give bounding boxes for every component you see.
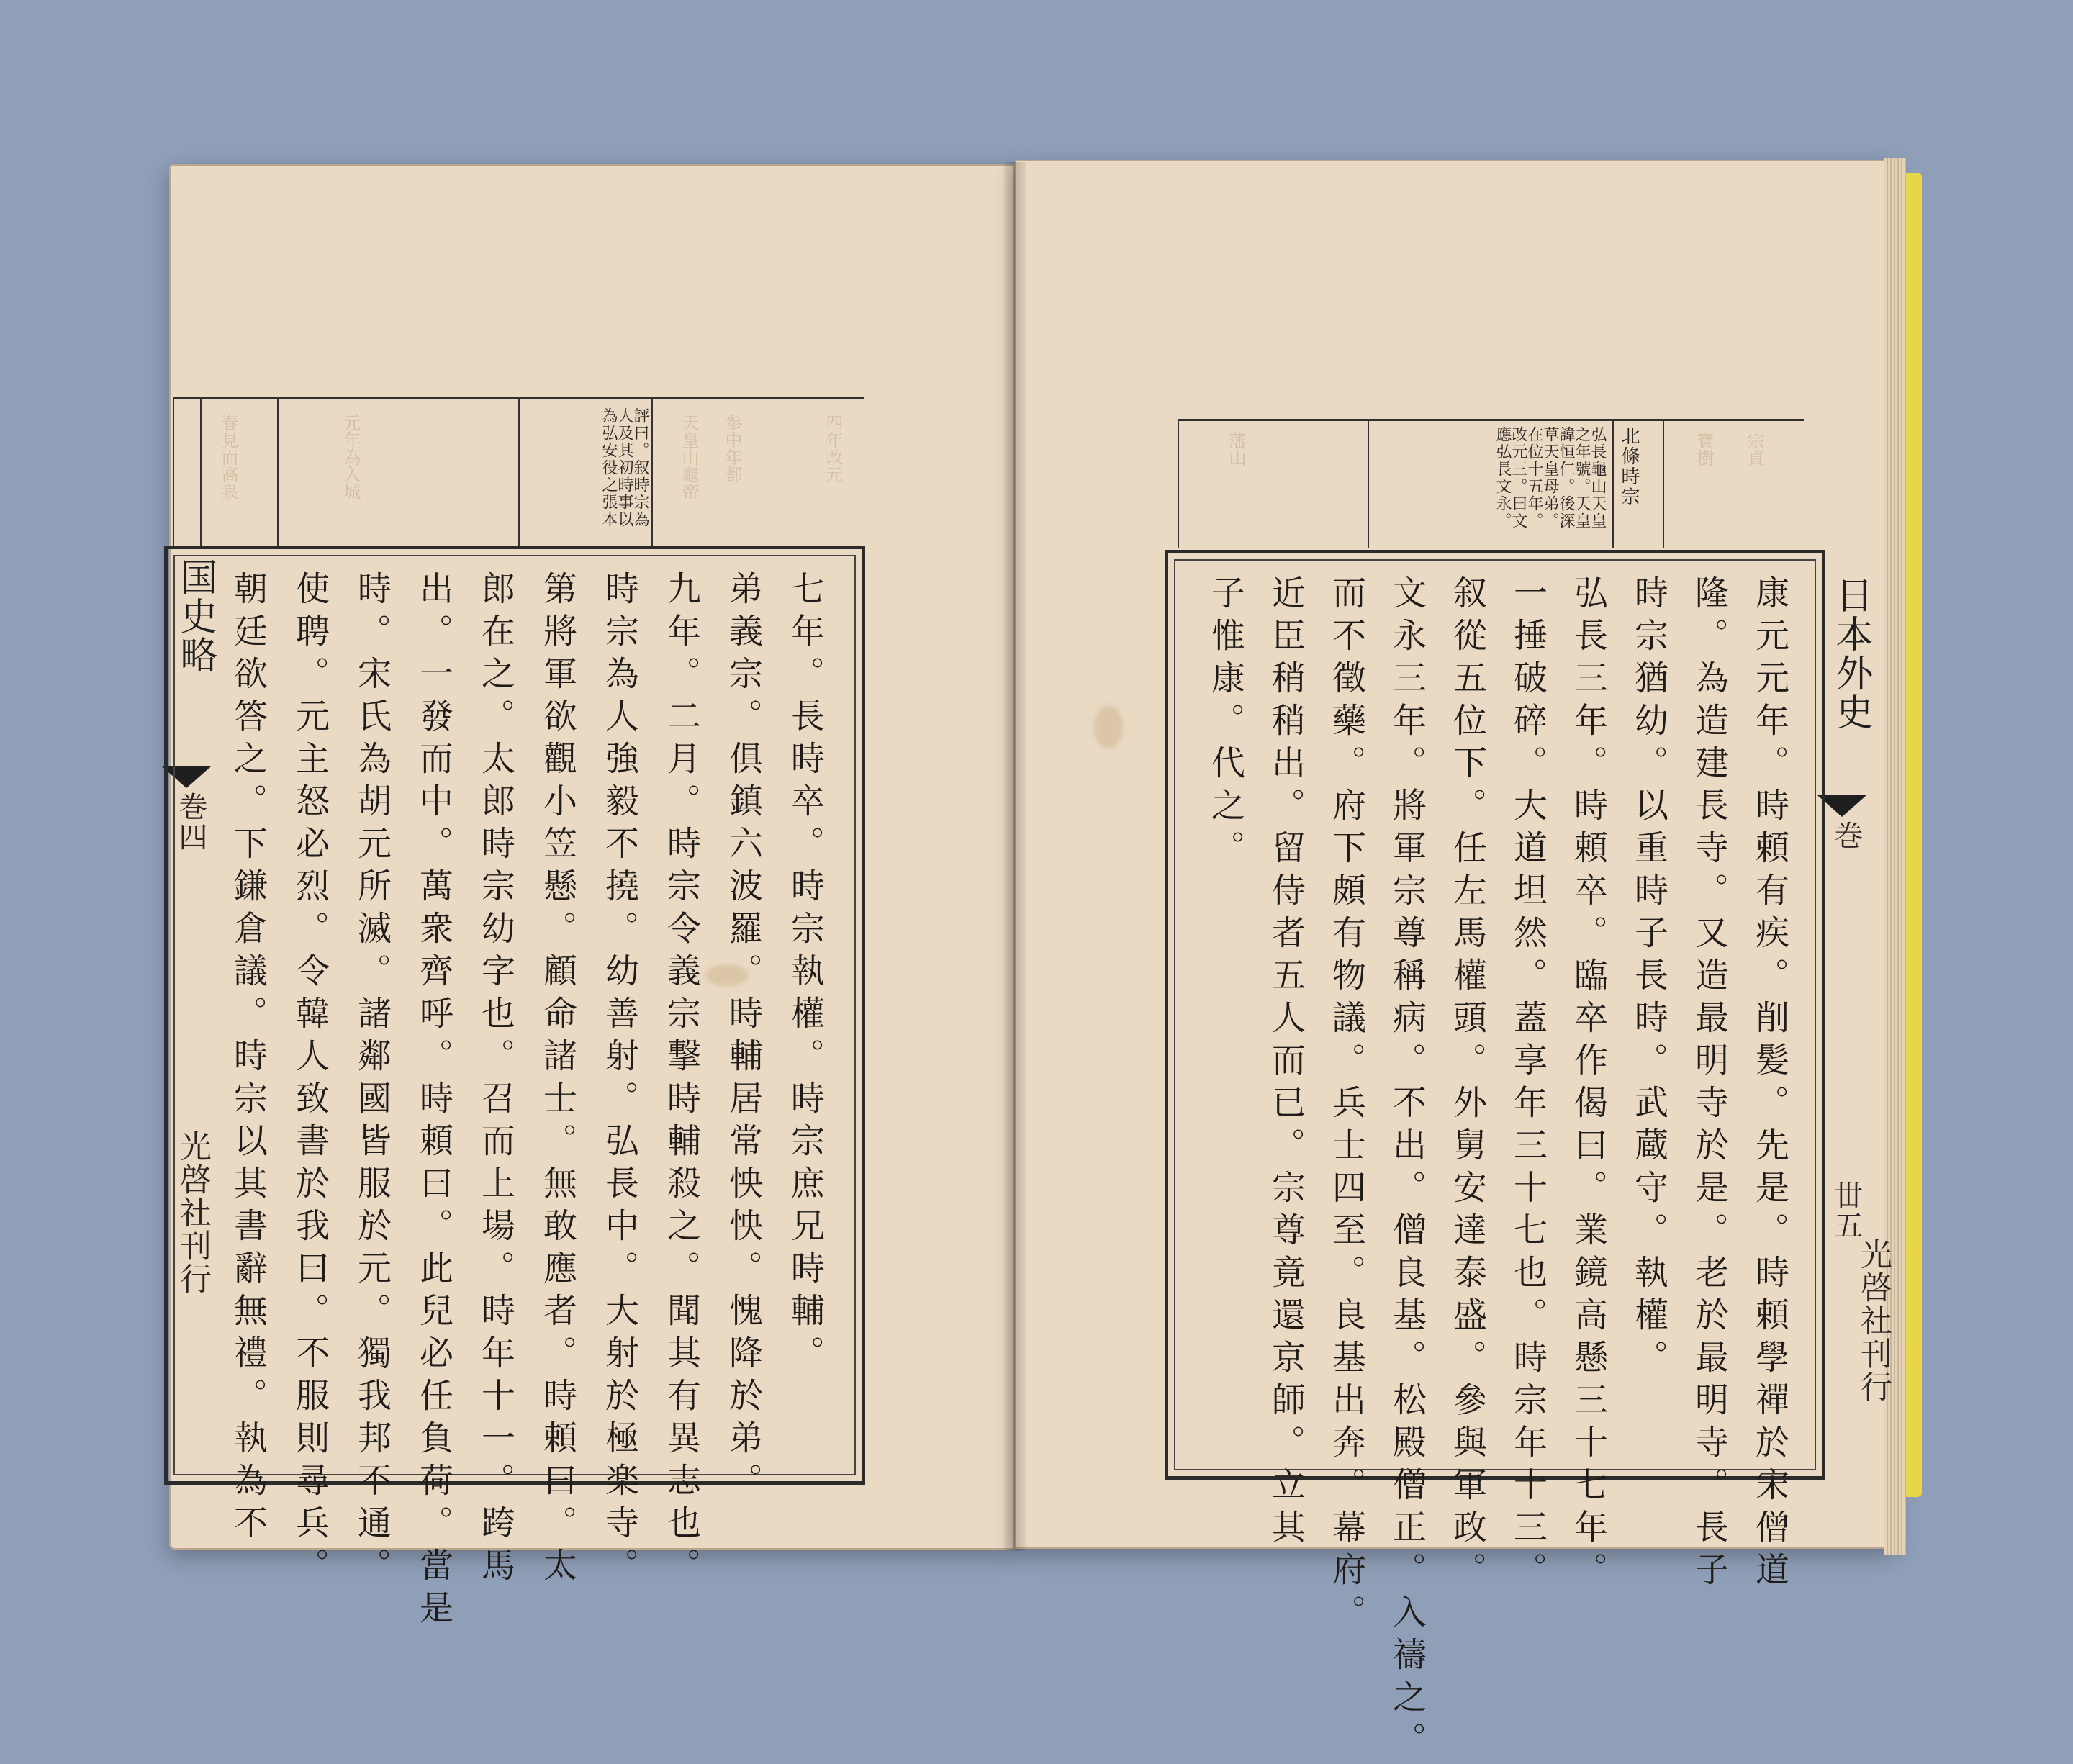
left-text-column: 九年。二月。時宗令義宗撃時輔殺之。聞其有異志也。: [661, 571, 701, 1590]
right-text-column: 一捶破碎。大道坦然。蓋享年三十七也。時宗年十三。: [1508, 575, 1548, 1594]
left-header-divider: [173, 397, 174, 548]
right-text-column: 而不徵藥。府下頗有物議。兵士四至。良基出奔。幕府。: [1327, 575, 1366, 1637]
right-header-divider: [1178, 419, 1179, 548]
right-header-divider: [1368, 419, 1369, 548]
left-text-frame: [164, 546, 865, 1632]
right-text-column: 隆。為造建長寺。又造最明寺於是。老於最明寺。長子: [1689, 575, 1729, 1594]
left-margin-title: 国史略: [173, 558, 217, 674]
left-text-column: 第將軍欲觀小笠懸。顧命諸士。無敢應者。時頼曰。太: [538, 571, 577, 1590]
left-text-column: 出。一發而中。萬衆齊呼。時頼曰。此兒必任負荷。當是: [414, 571, 453, 1632]
yellow-cover-edge: [1906, 173, 1922, 1497]
right-header-rule: [1178, 419, 1804, 421]
left-header-divider: [651, 397, 653, 548]
left-margin-imprint: 光啓社刊行: [174, 1130, 211, 1295]
right-margin-title: 日本外史: [1829, 576, 1872, 731]
right-margin-imprint: 光啓社刊行: [1855, 1238, 1892, 1403]
right-text-column: 康元元年。時頼有疾。削髪。先是。時頼學禪於宋僧道: [1750, 575, 1789, 1594]
paper-stain: [1094, 705, 1123, 748]
right-text-column: 叙從五位下。任左馬權頭。外舅安達泰盛。參與軍政。: [1448, 575, 1487, 1594]
right-text-column: 子惟康。代之。: [1206, 575, 1245, 872]
bleed-through-text: 藩山: [1226, 432, 1246, 466]
left-header-divider: [518, 397, 520, 548]
bleed-through-text: 宗貞: [1744, 432, 1764, 466]
right-text-column: 文永三年。將軍宗尊稱病。不出。僧良基。松殿僧正。入禱之。: [1387, 575, 1427, 1764]
left-header-comment: 評曰。叙時宗為人及其初時事以為弘安役之張本: [600, 407, 649, 528]
bleed-through-text: 参中年都: [722, 414, 742, 483]
right-header-note: 弘長龜山天皇之年號。天皇諱恒仁。後深草天皇母弟。在位十五年。改元三。曰文應弘長文永。: [1494, 426, 1607, 530]
bleed-through-text: 四年改元: [823, 414, 843, 483]
left-text-column: 七年。長時卒。時宗執權。時宗庶兄時輔。: [785, 571, 825, 1378]
right-text-column: 時宗猶幼。以重時子長時。武蔵守。執權。: [1629, 575, 1668, 1382]
left-text-column: 時。宋氏為胡元所滅。諸鄰國皆服於元。獨我邦不通。: [352, 571, 392, 1590]
bleed-through-text: 春見而高泉: [218, 414, 238, 500]
right-margin-volume: 巻: [1830, 820, 1863, 851]
right-text-column: 弘長三年。時頼卒。臨卒作偈曰。業鏡高懸三十七年。: [1568, 575, 1608, 1594]
book-gutter: [1004, 162, 1026, 1551]
left-header-divider: [200, 397, 202, 548]
left-header-divider: [277, 397, 279, 548]
bleed-through-text: 天皇山龜帝: [679, 414, 699, 500]
left-text-column: 弟義宗。俱鎮六波羅。時輔居常怏怏。愧降於弟。: [723, 571, 763, 1505]
right-text-column: 近臣稍稍出。留侍者五人而已。宗尊竟還京師。立其: [1266, 575, 1306, 1552]
bleed-through-text: 寶樹: [1694, 432, 1714, 466]
left-margin-volume: 巻四: [174, 792, 207, 852]
right-header-name: 北條時宗: [1618, 426, 1640, 507]
right-margin-folio: 丗五: [1830, 1180, 1863, 1241]
left-text-column: 時宗為人強毅不撓。幼善射。弘長中。大射於極楽寺。: [600, 571, 639, 1590]
left-text-column: 朝廷欲答之。下鎌倉議。時宗以其書辭無禮。執為不: [228, 571, 268, 1547]
right-text-frame: [1165, 550, 1825, 1764]
right-header-divider: [1612, 419, 1614, 548]
bleed-through-text: 元年為入城: [340, 414, 361, 500]
left-text-column: 郎在之。太郎時宗幼字也。召而上場。時年十一。跨馬: [476, 571, 515, 1590]
right-header-divider: [1663, 419, 1664, 548]
left-text-column: 使聘。元主怒必烈。令韓人致書於我曰。不服則尋兵。: [290, 571, 330, 1590]
